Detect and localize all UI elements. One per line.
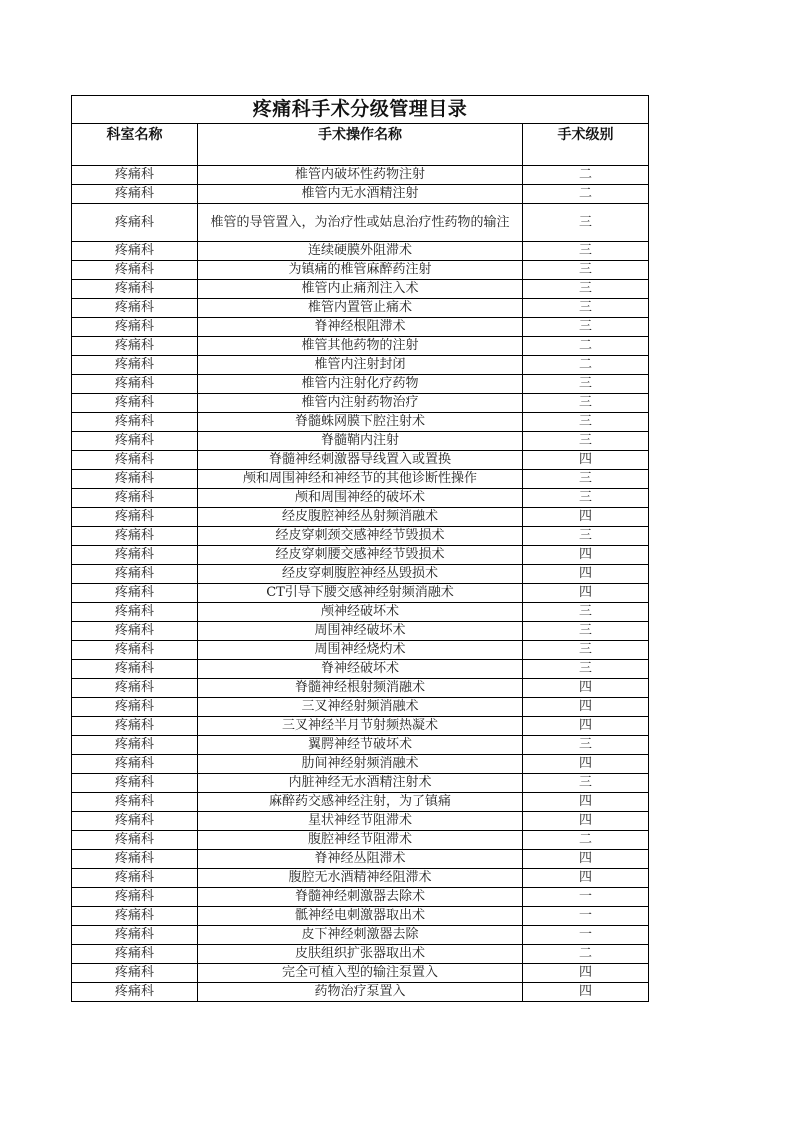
table-row [72,717,649,736]
department-cell: 疼痛科 [72,850,198,869]
department-cell: 疼痛科 [72,679,198,698]
title-row [72,96,649,124]
table-row [72,850,649,869]
procedure-name-cell: 肋间神经射频消融术 [198,755,523,774]
surgery-level-cell: 三 [523,470,649,489]
procedure-name-cell: 骶神经电刺激器取出术 [198,907,523,926]
table-row [72,546,649,565]
department-cell: 疼痛科 [72,375,198,394]
surgery-level-cell: 三 [523,641,649,660]
table-row [72,280,649,299]
department-cell: 疼痛科 [72,660,198,679]
procedure-name-cell: 经皮穿刺颈交感神经节毁损术 [198,527,523,546]
procedure-name-cell: 椎管内破坏性药物注射 [198,166,523,185]
table-row [72,964,649,983]
column-header-department: 科室名称 [72,124,198,166]
department-cell: 疼痛科 [72,622,198,641]
surgery-level-cell: 四 [523,584,649,603]
surgery-catalog-table [71,95,649,1002]
procedure-name-cell: 三叉神经半月节射频热凝术 [198,717,523,736]
table-row [72,755,649,774]
department-cell: 疼痛科 [72,432,198,451]
surgery-level-cell: 四 [523,508,649,527]
table-row [72,337,649,356]
surgery-level-cell: 三 [523,774,649,793]
table-row [72,869,649,888]
department-cell: 疼痛科 [72,204,198,242]
surgery-level-cell: 三 [523,489,649,508]
department-cell: 疼痛科 [72,603,198,622]
department-cell: 疼痛科 [72,926,198,945]
procedure-name-cell: 脊髓鞘内注射 [198,432,523,451]
surgery-level-cell: 一 [523,888,649,907]
department-cell: 疼痛科 [72,717,198,736]
table-row [72,736,649,755]
procedure-name-cell: 椎管内无水酒精注射 [198,185,523,204]
table-row [72,983,649,1002]
table-row [72,242,649,261]
surgery-level-cell: 一 [523,926,649,945]
surgery-level-cell: 二 [523,185,649,204]
department-cell: 疼痛科 [72,983,198,1002]
surgery-level-cell: 二 [523,831,649,850]
procedure-name-cell: 颅和周围神经的破坏术 [198,489,523,508]
procedure-name-cell: 椎管内注射药物治疗 [198,394,523,413]
procedure-name-cell: 腹腔无水酒精神经阻滞术 [198,869,523,888]
surgery-level-cell: 二 [523,337,649,356]
surgery-level-cell: 三 [523,432,649,451]
department-cell: 疼痛科 [72,774,198,793]
procedure-name-cell: 脊神经丛阻滞术 [198,850,523,869]
department-cell: 疼痛科 [72,546,198,565]
table-row [72,622,649,641]
procedure-name-cell: 完全可植入型的输注泵置入 [198,964,523,983]
surgery-level-cell: 四 [523,964,649,983]
surgery-level-cell: 三 [523,394,649,413]
procedure-name-cell: 周围神经破坏术 [198,622,523,641]
department-cell: 疼痛科 [72,641,198,660]
surgery-level-cell: 二 [523,945,649,964]
surgery-level-cell: 四 [523,755,649,774]
table-row [72,926,649,945]
table-row [72,394,649,413]
procedure-name-cell: 椎管内注射化疗药物 [198,375,523,394]
table-row [72,489,649,508]
department-cell: 疼痛科 [72,831,198,850]
procedure-name-cell: CT引导下腰交感神经射频消融术 [198,584,523,603]
department-cell: 疼痛科 [72,793,198,812]
procedure-name-cell: 脊髓神经刺激器导线置入或置换 [198,451,523,470]
table-row [72,888,649,907]
department-cell: 疼痛科 [72,337,198,356]
surgery-level-cell: 三 [523,280,649,299]
procedure-name-cell: 药物治疗泵置入 [198,983,523,1002]
department-cell: 疼痛科 [72,261,198,280]
department-cell: 疼痛科 [72,584,198,603]
procedure-name-cell: 椎管内注射封闭 [198,356,523,375]
department-cell: 疼痛科 [72,755,198,774]
surgery-level-cell: 四 [523,451,649,470]
department-cell: 疼痛科 [72,280,198,299]
procedure-name-cell: 三叉神经射频消融术 [198,698,523,717]
procedure-name-cell: 经皮穿刺腹腔神经丛毁损术 [198,565,523,584]
procedure-name-cell: 脊神经破坏术 [198,660,523,679]
surgery-level-cell: 四 [523,850,649,869]
table-row [72,907,649,926]
surgery-level-cell: 二 [523,356,649,375]
department-cell: 疼痛科 [72,185,198,204]
table-row [72,831,649,850]
department-cell: 疼痛科 [72,698,198,717]
surgery-level-cell: 一 [523,907,649,926]
document-title: 疼痛科手术分级管理目录 [72,96,649,124]
procedure-name-cell: 椎管其他药物的注射 [198,337,523,356]
department-cell: 疼痛科 [72,907,198,926]
surgery-level-cell: 三 [523,622,649,641]
table-row [72,603,649,622]
table-body [72,166,649,1002]
procedure-name-cell: 椎管的导管置入，为治疗性或姑息治疗性药物的输注 [198,204,523,242]
table-row [72,185,649,204]
table-row [72,679,649,698]
department-cell: 疼痛科 [72,888,198,907]
surgery-level-cell: 三 [523,603,649,622]
department-cell: 疼痛科 [72,394,198,413]
surgery-level-cell: 三 [523,204,649,242]
surgery-level-cell: 三 [523,318,649,337]
table-row [72,318,649,337]
procedure-name-cell: 为镇痛的椎管麻醉药注射 [198,261,523,280]
department-cell: 疼痛科 [72,736,198,755]
surgery-level-cell: 四 [523,679,649,698]
department-cell: 疼痛科 [72,299,198,318]
procedure-name-cell: 脊神经根阻滞术 [198,318,523,337]
table-row [72,204,649,242]
column-header-procedure: 手术操作名称 [198,124,523,166]
table-row [72,261,649,280]
procedure-name-cell: 麻醉药交感神经注射，为了镇痛 [198,793,523,812]
procedure-name-cell: 翼腭神经节破坏术 [198,736,523,755]
department-cell: 疼痛科 [72,242,198,261]
table-row [72,660,649,679]
table-row [72,527,649,546]
surgery-level-cell: 二 [523,166,649,185]
procedure-name-cell: 椎管内置管止痛术 [198,299,523,318]
procedure-name-cell: 椎管内止痛剂注入术 [198,280,523,299]
procedure-name-cell: 腹腔神经节阻滞术 [198,831,523,850]
table-row [72,470,649,489]
surgery-level-cell: 四 [523,546,649,565]
department-cell: 疼痛科 [72,166,198,185]
table-row [72,584,649,603]
table-row [72,565,649,584]
surgery-level-cell: 四 [523,869,649,888]
procedure-name-cell: 内脏神经无水酒精注射术 [198,774,523,793]
table-row [72,698,649,717]
department-cell: 疼痛科 [72,869,198,888]
department-cell: 疼痛科 [72,565,198,584]
surgery-level-cell: 四 [523,983,649,1002]
department-cell: 疼痛科 [72,812,198,831]
table-row [72,641,649,660]
table-row [72,299,649,318]
procedure-name-cell: 脊髓神经刺激器去除术 [198,888,523,907]
header-row [72,124,649,166]
surgery-level-cell: 四 [523,565,649,584]
surgery-level-cell: 三 [523,527,649,546]
procedure-name-cell: 连续硬膜外阻滞术 [198,242,523,261]
department-cell: 疼痛科 [72,356,198,375]
department-cell: 疼痛科 [72,508,198,527]
table-row [72,166,649,185]
department-cell: 疼痛科 [72,964,198,983]
table-row [72,774,649,793]
surgery-level-cell: 三 [523,660,649,679]
surgery-level-cell: 四 [523,717,649,736]
table-row [72,508,649,527]
procedure-name-cell: 周围神经烧灼术 [198,641,523,660]
procedure-name-cell: 皮下神经刺激器去除 [198,926,523,945]
procedure-name-cell: 颅和周围神经和神经节的其他诊断性操作 [198,470,523,489]
surgery-level-cell: 三 [523,261,649,280]
procedure-name-cell: 脊髓蛛网膜下腔注射术 [198,413,523,432]
surgery-level-cell: 四 [523,812,649,831]
surgery-level-cell: 四 [523,698,649,717]
department-cell: 疼痛科 [72,945,198,964]
procedure-name-cell: 经皮腹腔神经丛射频消融术 [198,508,523,527]
table-row [72,356,649,375]
procedure-name-cell: 颅神经破坏术 [198,603,523,622]
department-cell: 疼痛科 [72,527,198,546]
table-row [72,413,649,432]
surgery-level-cell: 三 [523,736,649,755]
table-row [72,451,649,470]
table-row [72,432,649,451]
column-header-level: 手术级别 [523,124,649,166]
procedure-name-cell: 皮肤组织扩张器取出术 [198,945,523,964]
surgery-level-cell: 三 [523,413,649,432]
department-cell: 疼痛科 [72,413,198,432]
table-row [72,375,649,394]
surgery-level-cell: 四 [523,793,649,812]
table-row [72,793,649,812]
table-row [72,812,649,831]
surgery-level-cell: 三 [523,299,649,318]
department-cell: 疼痛科 [72,451,198,470]
department-cell: 疼痛科 [72,318,198,337]
surgery-level-cell: 三 [523,242,649,261]
surgery-level-cell: 三 [523,375,649,394]
procedure-name-cell: 脊髓神经根射频消融术 [198,679,523,698]
department-cell: 疼痛科 [72,470,198,489]
procedure-name-cell: 星状神经节阻滞术 [198,812,523,831]
procedure-name-cell: 经皮穿刺腰交感神经节毁损术 [198,546,523,565]
department-cell: 疼痛科 [72,489,198,508]
table-row [72,945,649,964]
